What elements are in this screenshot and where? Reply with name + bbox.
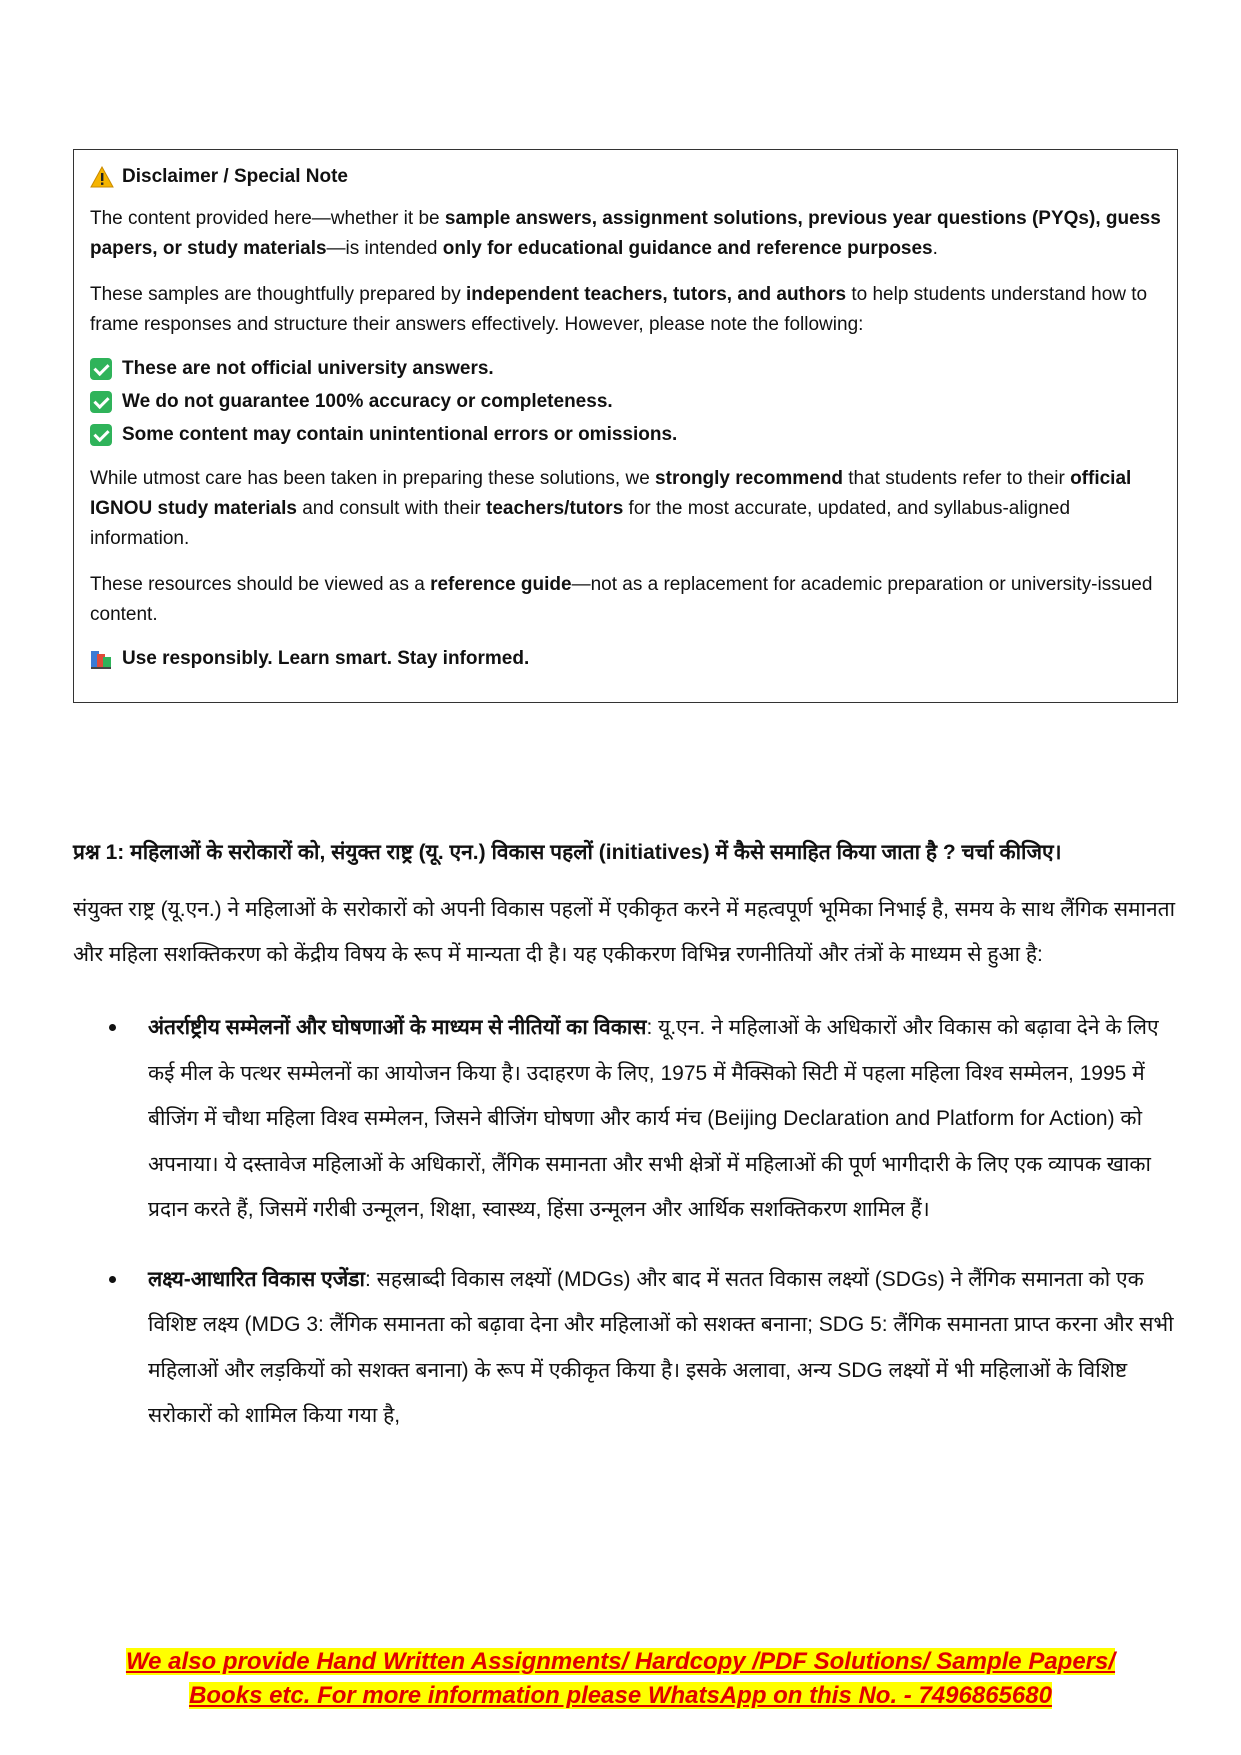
final-note-text: Use responsibly. Learn smart. Stay informed. <box>122 648 530 669</box>
checkmark-icon <box>90 424 112 446</box>
text: to help students understand how to frame responses and structure their answers effectively. However, please note the following: <box>90 284 1148 335</box>
checkmark-icon <box>90 358 112 380</box>
list-item <box>73 1005 1183 1233</box>
disclaimer-paragraph-2 <box>90 280 1161 340</box>
bold-text: independent teachers, tutors, and authors <box>466 284 847 305</box>
final-note <box>90 646 1161 672</box>
disclaimer-paragraph-4 <box>90 570 1161 630</box>
warning-icon <box>90 166 114 188</box>
text: . <box>932 238 938 259</box>
answer-content <box>73 830 1183 1463</box>
check-item <box>90 356 1161 382</box>
check-item-label: Some content may contain unintentional errors or omissions. <box>122 424 678 445</box>
bullet-list <box>73 1005 1183 1439</box>
bullet-heading: लक्ष्य-आधारित विकास एजेंडा <box>148 1267 365 1291</box>
bullet-heading: अंतर्राष्ट्रीय सम्मेलनों और घोषणाओं के माध्यम से नीतियों का विकास <box>148 1016 647 1039</box>
bullet-text: : यू.एन. ने महिलाओं के अधिकारों और विकास को बढ़ावा देने के लिए कई मील के पत्थर सम्मेलनों का आयोजन किया है। उदाहरण के लिए, 1975 में मैक्सिको सिटी में पहला महिला विश्व सम्मेलन, 1995 में बीजिंग में चौथा महिला विश्व सम्मेलन, जिसने बीजिंग घोषणा और कार्य मंच (Beijing Declaration and Platform for Action) को अपनाया। ये दस्तावेज महिलाओं के अधिकारों, लैंगिक समानता और सभी क्षेत्रों में महिलाओं की पूर्ण भागीदारी के लिए एक व्यापक खाका प्रदान करते हैं, जिसमें गरीबी उन्मूलन, शिक्षा, स्वास्थ्य, हिंसा उन्मूलन और आर्थिक सशक्तिकरण शामिल हैं। <box>148 1016 1159 1221</box>
check-item <box>90 389 1161 415</box>
bold-text: reference guide <box>430 574 572 595</box>
checkmark-icon <box>90 391 112 413</box>
checklist <box>90 356 1161 448</box>
check-item-label: These are not official university answers. <box>122 358 494 379</box>
text: The content provided here—whether it be <box>90 208 445 229</box>
disclaimer-paragraph-1 <box>90 204 1161 264</box>
books-icon <box>90 648 112 670</box>
text: and consult with their <box>296 498 486 519</box>
text: that students refer to their <box>842 468 1071 489</box>
list-item <box>73 1257 1183 1439</box>
bullet-icon <box>109 1024 116 1031</box>
bullet-icon <box>109 1276 116 1283</box>
text: for the most accurate, updated, and syllabus-aligned information. <box>90 498 1071 549</box>
disclaimer-title-row <box>90 164 1161 190</box>
bold-text: strongly recommend <box>655 468 843 489</box>
text: These resources should be viewed as a <box>90 574 431 595</box>
check-item <box>90 422 1161 448</box>
bold-text: only for educational guidance and reference purposes <box>442 238 933 259</box>
check-item-label: We do not guarantee 100% accuracy or completeness. <box>122 391 613 412</box>
bold-text: sample answers, assignment solutions, previous year questions (PYQs), guess papers, or study materials <box>90 208 1161 259</box>
question-heading: प्रश्न 1: महिलाओं के सरोकारों को, संयुक्त राष्ट्र (यू. एन.) विकास पहलों (initiatives) में कैसे समाहित किया जाता है ? चर्चा कीजिए। <box>73 841 1062 864</box>
intro-paragraph: संयुक्त राष्ट्र (यू.एन.) ने महिलाओं के सरोकारों को अपनी विकास पहलों में एकीकृत करने में महत्वपूर्ण भूमिका निभाई है, समय के साथ लैंगिक समानता और महिला सशक्तिकरण को केंद्रीय विषय के रूप में मान्यता दी है। यह एकीकरण विभिन्न रणनीतियों और तंत्रों के माध्यम से हुआ है: <box>73 898 1176 966</box>
disclaimer-box <box>73 149 1178 703</box>
text: —is intended <box>326 238 443 259</box>
text: These samples are thoughtfully prepared by <box>90 284 466 305</box>
footer-line-2: Books etc. For more information please WhatsApp on this No. - 7496865680 <box>189 1682 1052 1709</box>
bold-text: official IGNOU study materials <box>90 468 1132 519</box>
bullet-text: : सहस्राब्दी विकास लक्ष्यों (MDGs) और बाद में सतत विकास लक्ष्यों (SDGs) ने लैंगिक समानता को एक विशिष्ट लक्ष्य (MDG 3: लैंगिक समानता को बढ़ावा देना और महिलाओं को सशक्त बनाना; SDG 5: लैंगिक समानता प्राप्त करना और सभी महिलाओं और लड़कियों को सशक्त बनाना) के रूप में एकीकृत किया है। इसके अलावा, अन्य SDG लक्ष्यों में भी महिलाओं के विशिष्ट सरोकारों को शामिल किया गया है, <box>148 1267 1174 1427</box>
text: While utmost care has been taken in preparing these solutions, we <box>90 468 656 489</box>
disclaimer-title: Disclaimer / Special Note <box>122 166 348 187</box>
bold-text: teachers/tutors <box>486 498 624 519</box>
text: —not as a replacement for academic preparation or university-issued content. <box>90 574 1153 625</box>
disclaimer-paragraph-3 <box>90 464 1161 554</box>
promo-footer <box>0 1645 1241 1713</box>
footer-line-1: We also provide Hand Written Assignments/ Hardcopy /PDF Solutions/ Sample Papers/ <box>125 1648 1116 1675</box>
